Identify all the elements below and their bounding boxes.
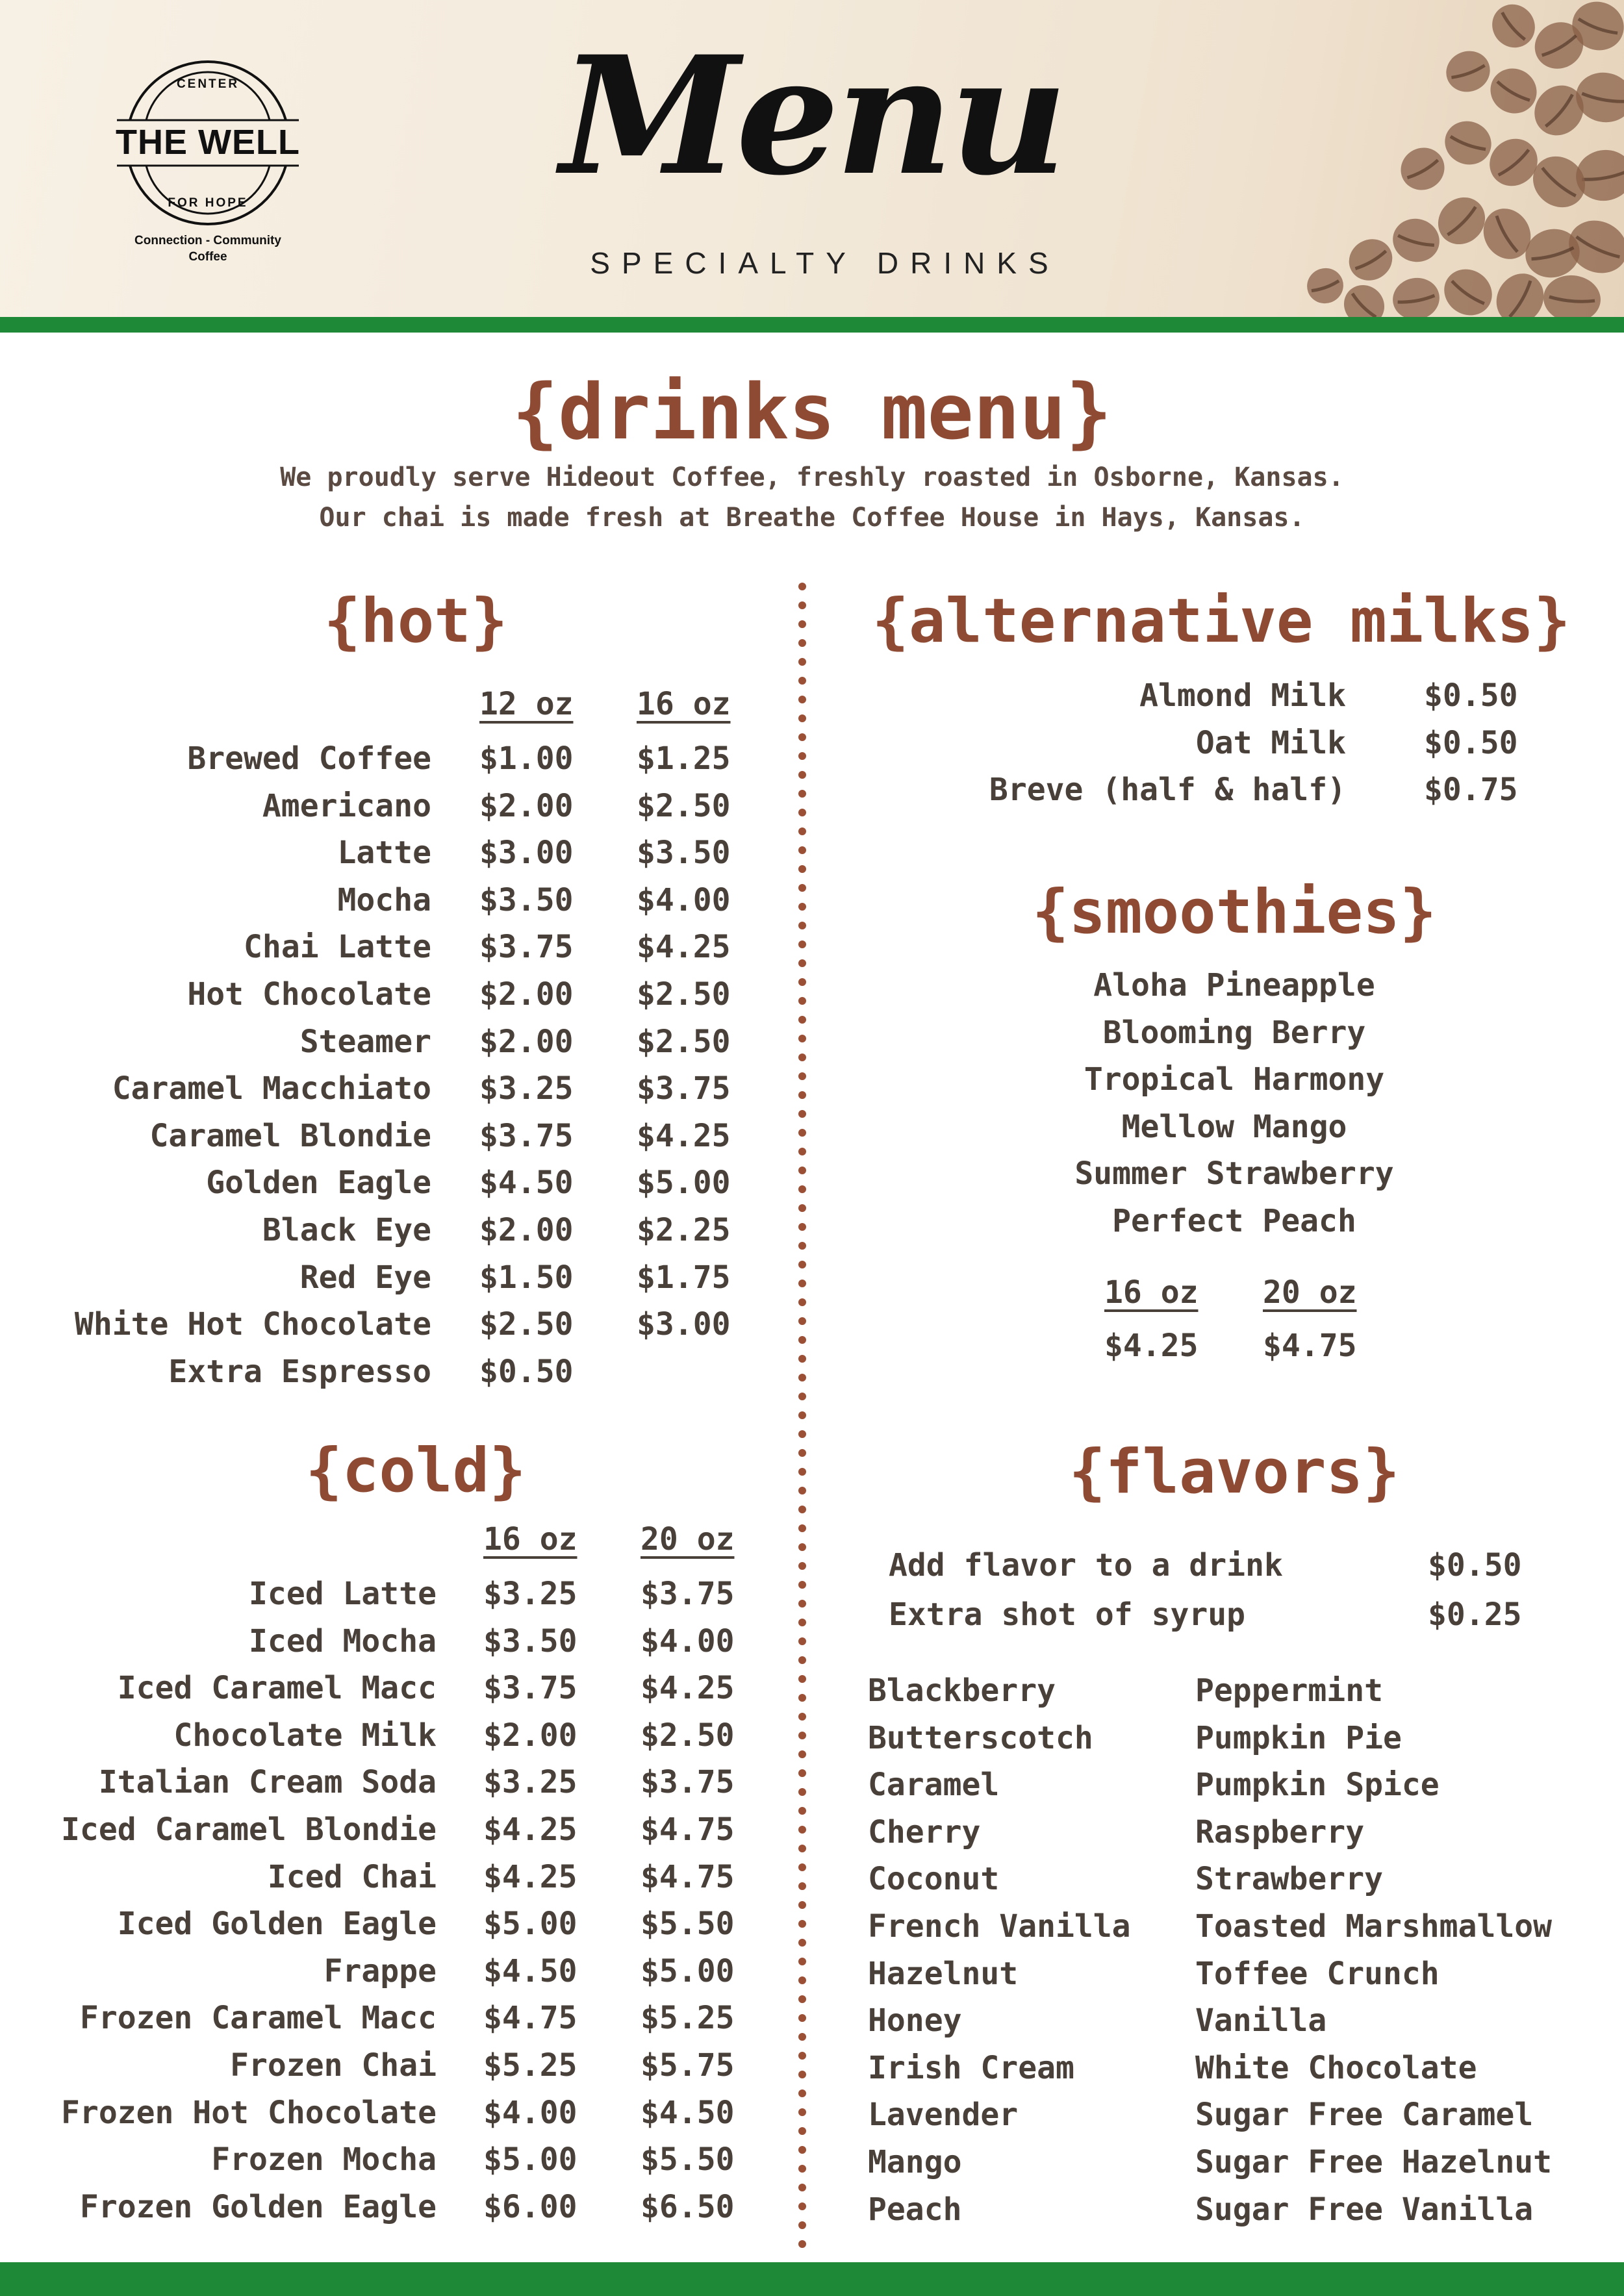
smoothie-item: Aloha Pineapple [1093, 967, 1375, 1003]
hot-item-price-2: $1.75 [637, 1259, 731, 1296]
smoothie-price-1: $4.25 [1104, 1328, 1199, 1364]
cold-item-price-2: $4.25 [641, 1670, 735, 1707]
cold-item-name: Iced Latte [249, 1576, 437, 1612]
smoothie-item: Tropical Harmony [1084, 1061, 1385, 1098]
cold-item-name: Iced Chai [267, 1858, 437, 1895]
hot-item-name: Extra Espresso [168, 1353, 431, 1390]
cold-item-price-2: $5.50 [641, 2141, 735, 2178]
column-divider [798, 581, 807, 2251]
hot-item-price-1: $3.75 [479, 929, 574, 966]
logo-top-text: CENTER [176, 77, 240, 91]
flavor-item: Mango [868, 2144, 962, 2180]
cold-item-price-2: $5.25 [641, 2000, 735, 2037]
cold-item-name: Iced Mocha [249, 1622, 437, 1659]
smoothie-size-1: 16 oz [1104, 1274, 1199, 1311]
cold-item-name: Iced Golden Eagle [117, 1906, 437, 1943]
cold-item-price-1: $5.00 [483, 1906, 577, 1943]
page-subtitle: SPECIALTY DRINKS [590, 246, 1060, 280]
flavor-item: Vanilla [1195, 2002, 1327, 2039]
cold-title: {cold} [305, 1435, 526, 1506]
logo-tagline-2: Coffee [188, 250, 227, 264]
hot-item-price-1: $2.00 [479, 787, 574, 824]
cold-item-price-2: $4.75 [641, 1858, 735, 1895]
hot-item-name: Black Eye [262, 1212, 431, 1248]
hot-item-price-1: $3.00 [479, 835, 574, 872]
flavor-item: French Vanilla [868, 1908, 1131, 1945]
flavor-item: Peppermint [1195, 1672, 1383, 1709]
hot-item-name: White Hot Chocolate [74, 1306, 431, 1343]
cold-item-price-1: $4.25 [483, 1811, 577, 1848]
hot-item-price-1: $3.25 [479, 1070, 574, 1107]
cold-item-price-2: $5.50 [641, 1906, 735, 1943]
flavor-item: Cherry [868, 1813, 981, 1850]
hot-item-name: Americano [262, 787, 431, 824]
cold-item-name: Frozen Chai [230, 2047, 437, 2084]
cold-item-price-1: $3.50 [483, 1622, 577, 1659]
hot-item-price-2: $3.75 [637, 1070, 731, 1107]
flavor-item: Pumpkin Spice [1195, 1767, 1440, 1804]
cold-item-name: Frozen Mocha [211, 2141, 437, 2178]
hot-item-name: Chai Latte [244, 929, 431, 966]
smoothie-item: Mellow Mango [1121, 1108, 1347, 1145]
cold-item-name: Italian Cream Soda [98, 1764, 437, 1801]
milk-item-name: Breve (half & half) [989, 772, 1346, 808]
cold-item-price-2: $4.75 [641, 1811, 735, 1848]
flavor-item: Sugar Free Hazelnut [1195, 2144, 1553, 2180]
flavor-extra-label: Extra shot of syrup [889, 1596, 1246, 1633]
flavor-item: Sugar Free Vanilla [1195, 2191, 1534, 2228]
hot-title: {hot} [324, 586, 508, 657]
hot-item-price-2: $3.50 [637, 835, 731, 872]
smoothies-title: {smoothies} [1032, 877, 1437, 948]
cold-item-name: Frozen Hot Chocolate [61, 2094, 437, 2131]
smoothie-item: Blooming Berry [1102, 1014, 1366, 1051]
smoothie-price-2: $4.75 [1263, 1328, 1357, 1364]
hot-item-price-1: $2.00 [479, 1212, 574, 1248]
flavor-item: White Chocolate [1195, 2049, 1477, 2086]
header-banner [0, 0, 1624, 317]
intro-line-2: Our chai is made fresh at Breathe Coffee House in Hays, Kansas. [319, 503, 1305, 533]
cold-item-price-1: $4.00 [483, 2094, 577, 2131]
milk-item-price: $0.50 [1424, 724, 1518, 761]
hot-item-price-2: $5.00 [637, 1165, 731, 1202]
milk-item-name: Oat Milk [1195, 724, 1346, 761]
flavor-item: Irish Cream [868, 2049, 1074, 2086]
hot-item-price-2: $4.25 [637, 1117, 731, 1154]
hot-item-name: Brewed Coffee [187, 740, 431, 777]
cold-size-1: 16 oz [483, 1521, 577, 1558]
hot-item-price-2: $2.50 [637, 976, 731, 1013]
flavor-item: Coconut [868, 1861, 1000, 1898]
cold-item-name: Iced Caramel Blondie [61, 1811, 437, 1848]
coffee-beans-image [1208, 0, 1624, 317]
hot-item-price-1: $1.00 [479, 740, 574, 777]
flavor-item: Raspberry [1195, 1813, 1365, 1850]
hot-item-name: Mocha [337, 881, 431, 918]
hot-item-name: Golden Eagle [206, 1165, 431, 1202]
cold-size-2: 20 oz [641, 1521, 735, 1558]
footer-green-stripe [0, 2262, 1624, 2296]
hot-item-price-2: $1.25 [637, 740, 731, 777]
hot-item-price-2: $2.50 [637, 787, 731, 824]
flavor-item: Peach [868, 2191, 962, 2228]
hot-item-price-1: $2.50 [479, 1306, 574, 1343]
hot-item-name: Latte [337, 835, 431, 872]
drinks-menu-title: {drinks menu} [512, 367, 1112, 457]
header-green-stripe [0, 317, 1624, 333]
hot-item-name: Red Eye [299, 1259, 431, 1296]
flavor-extra-price: $0.25 [1428, 1596, 1522, 1633]
logo-bottom-text: FOR HOPE [168, 196, 248, 210]
hot-item-price-2: $2.50 [637, 1023, 731, 1060]
flavor-item: Hazelnut [868, 1955, 1019, 1992]
cold-item-name: Frappe [324, 1952, 437, 1989]
flavor-add-price: $0.50 [1428, 1547, 1522, 1583]
cold-item-name: Frozen Caramel Macc [79, 2000, 437, 2037]
flavor-item: Butterscotch [868, 1719, 1093, 1756]
cold-item-name: Chocolate Milk [173, 1717, 437, 1754]
hot-item-price-1: $3.50 [479, 881, 574, 918]
hot-item-price-2: $3.00 [637, 1306, 731, 1343]
logo-tagline-1: Connection - Community [134, 234, 281, 247]
smoothie-size-2: 20 oz [1263, 1274, 1357, 1311]
flavor-item: Sugar Free Caramel [1195, 2097, 1534, 2134]
hot-size-1: 12 oz [479, 686, 574, 722]
hot-item-price-2: $2.25 [637, 1212, 731, 1248]
hot-item-price-2: $4.00 [637, 881, 731, 918]
cold-item-price-2: $4.00 [641, 1622, 735, 1659]
flavor-item: Toffee Crunch [1195, 1955, 1440, 1992]
intro-line-1: We proudly serve Hideout Coffee, freshly roasted in Osborne, Kansas. [280, 462, 1344, 492]
hot-item-name: Steamer [299, 1023, 431, 1060]
cold-item-price-1: $4.25 [483, 1858, 577, 1895]
flavor-item: Blackberry [868, 1672, 1056, 1709]
flavor-item: Honey [868, 2002, 962, 2039]
cold-item-price-1: $5.00 [483, 2141, 577, 2178]
milk-item-price: $0.75 [1424, 772, 1518, 808]
flavor-item: Toasted Marshmallow [1195, 1908, 1553, 1945]
hot-size-2: 16 oz [637, 686, 731, 722]
cold-item-price-1: $3.25 [483, 1764, 577, 1801]
hot-item-price-1: $2.00 [479, 1023, 574, 1060]
cold-item-price-2: $5.75 [641, 2047, 735, 2084]
flavor-item: Caramel [868, 1767, 1000, 1804]
flavor-item: Lavender [868, 2097, 1019, 2134]
cold-item-price-1: $3.25 [483, 1576, 577, 1612]
cold-item-price-1: $3.75 [483, 1670, 577, 1707]
cold-item-price-1: $4.75 [483, 2000, 577, 2037]
cold-item-price-1: $6.00 [483, 2188, 577, 2225]
milk-item-name: Almond Milk [1139, 677, 1346, 714]
milks-title: {alternative milks} [872, 586, 1571, 657]
logo-tagline [114, 233, 302, 265]
smoothie-item: Summer Strawberry [1074, 1155, 1394, 1192]
cold-item-price-2: $3.75 [641, 1764, 735, 1801]
cold-item-price-2: $3.75 [641, 1576, 735, 1612]
cold-item-price-2: $4.50 [641, 2094, 735, 2131]
logo [114, 58, 302, 266]
hot-item-price-2: $4.25 [637, 929, 731, 966]
smoothie-item: Perfect Peach [1112, 1202, 1356, 1239]
cold-item-name: Iced Caramel Macc [117, 1670, 437, 1707]
hot-item-price-1: $4.50 [479, 1165, 574, 1202]
cold-item-price-1: $5.25 [483, 2047, 577, 2084]
hot-item-price-1: $3.75 [479, 1117, 574, 1154]
milk-item-price: $0.50 [1424, 677, 1518, 714]
page-title: Menu [560, 20, 1064, 211]
cold-item-price-1: $2.00 [483, 1717, 577, 1754]
hot-item-price-1: $0.50 [479, 1353, 574, 1390]
logo-name: THE WELL [116, 123, 300, 162]
flavor-item: Pumpkin Pie [1195, 1719, 1402, 1756]
hot-item-name: Caramel Blondie [149, 1117, 431, 1154]
hot-item-name: Hot Chocolate [187, 976, 431, 1013]
hot-item-price-1: $2.00 [479, 976, 574, 1013]
cold-item-price-2: $6.50 [641, 2188, 735, 2225]
flavors-title: {flavors} [1069, 1437, 1400, 1508]
cold-item-price-2: $2.50 [641, 1717, 735, 1754]
hot-item-name: Caramel Macchiato [112, 1070, 431, 1107]
flavor-add-label: Add flavor to a drink [889, 1547, 1283, 1583]
cold-item-name: Frozen Golden Eagle [79, 2188, 437, 2225]
flavor-item: Strawberry [1195, 1861, 1383, 1898]
cold-item-price-2: $5.00 [641, 1952, 735, 1989]
hot-item-price-1: $1.50 [479, 1259, 574, 1296]
cold-item-price-1: $4.50 [483, 1952, 577, 1989]
